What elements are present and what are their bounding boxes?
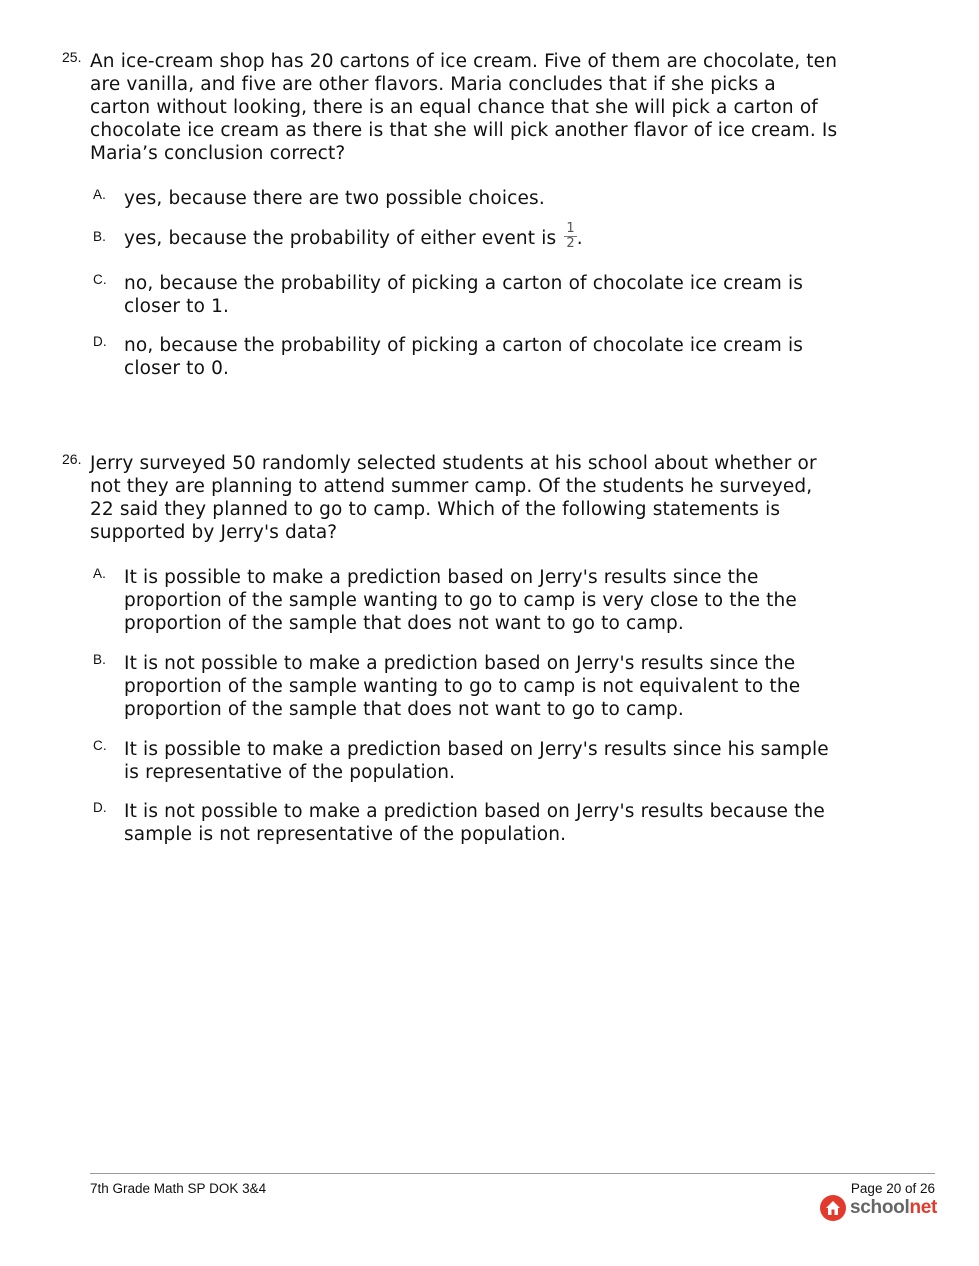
choice-text: yes, because the probability of either event is: [124, 228, 557, 249]
house-icon: [820, 1195, 846, 1221]
logo-text: schoolnet: [850, 1197, 938, 1218]
choice-a[interactable]: [93, 187, 842, 210]
fraction-denominator: 2: [566, 235, 575, 251]
choice-letter: B.: [93, 229, 107, 244]
choice-a[interactable]: [93, 566, 842, 635]
footer-divider: [90, 1173, 935, 1174]
question-25: [62, 50, 842, 380]
question-26: [62, 452, 842, 846]
choice-letter: A.: [93, 187, 107, 202]
choice-letter: A.: [93, 566, 107, 581]
question-stem: Jerry surveyed 50 randomly selected students at his school about whether or not they are planning to attend summer camp. Of the students he surveyed, 22 said they planned to go to camp. Which of the following statements is supported by Jerry's data?: [90, 453, 817, 543]
choice-text: It is possible to make a prediction based on Jerry's results since the proportion of the sample wanting to go to camp is very close to the the proportion of the sample that does not want to go to camp.: [124, 567, 797, 634]
choice-b[interactable]: [93, 220, 842, 254]
schoolnet-logo: [820, 1195, 937, 1221]
question-number: 25.: [62, 49, 82, 65]
question-number: 26.: [62, 451, 82, 467]
choice-c[interactable]: [93, 738, 842, 784]
fraction: [564, 222, 576, 251]
page-indicator: Page 20 of 26: [850, 1181, 935, 1196]
choice-text: no, because the probability of picking a carton of chocolate ice cream is closer to 0.: [124, 335, 804, 379]
choice-d[interactable]: [93, 800, 842, 846]
choice-text: It is possible to make a prediction based on Jerry's results since his sample is representative of the population.: [124, 739, 829, 783]
question-stem: An ice-cream shop has 20 cartons of ice cream. Five of them are chocolate, ten are vanilla, and five are other flavors. Maria concludes that if she picks a carton without looking, there is an equal chance that she will pick a carton of chocolate ice cream as there is that she will pick another flavor of ice cream. Is Maria’s conclusion correct?: [90, 51, 838, 164]
choice-text: yes, because there are two possible choices.: [124, 188, 545, 209]
choice-text: It is not possible to make a prediction based on Jerry's results since the proportion of the sample wanting to go to camp is not equivalent to the proportion of the sample that does not want to go to camp.: [124, 653, 801, 720]
choice-d[interactable]: [93, 334, 842, 380]
choice-b[interactable]: [93, 652, 842, 721]
choice-text: no, because the probability of picking a carton of chocolate ice cream is closer to 1.: [124, 273, 804, 317]
choice-letter: C.: [93, 738, 107, 753]
choice-c[interactable]: [93, 272, 842, 318]
choice-letter: D.: [93, 800, 107, 815]
choice-letter: B.: [93, 652, 107, 667]
fraction-numerator: 1: [566, 220, 575, 236]
choice-letter: C.: [93, 272, 107, 287]
footer-title: 7th Grade Math SP DOK 3&4: [90, 1181, 267, 1196]
choice-letter: D.: [93, 334, 107, 349]
choice-text: It is not possible to make a prediction based on Jerry's results because the sample is not representative of the population.: [124, 801, 825, 845]
choice-suffix: .: [576, 228, 583, 249]
